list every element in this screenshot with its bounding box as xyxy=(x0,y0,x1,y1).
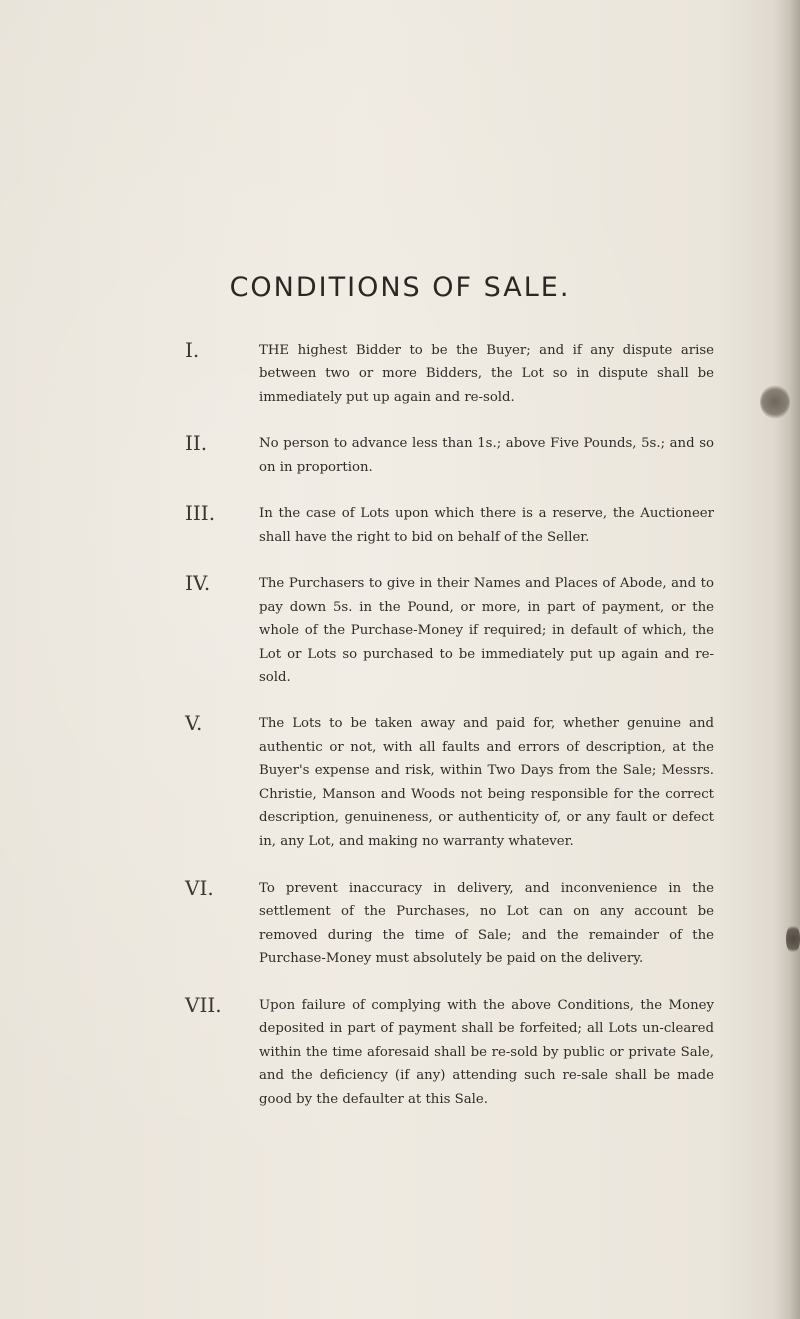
condition-text: Upon failure of complying with the above Conditions, the Money deposited in part of payment shall be forfeited; all Lots un-cleared within the time aforesaid shall be re-sold by public or private Sale, and the deficiency (if any) attending such re-sale shall be made good by the defaulter at this Sale. xyxy=(259,997,714,1107)
condition-numeral: IV. xyxy=(185,571,211,596)
condition-text: To prevent inaccuracy in delivery, and inconvenience in the settlement of the Purchases, no Lot can on any account be removed during the time of Sale; and the remainder of the Purchase-Money must absolutely be paid on the delivery. xyxy=(259,880,714,967)
condition-numeral: V. xyxy=(185,711,203,736)
condition-text: In the case of Lots upon which there is a reserve, the Auctioneer shall have the right to bid on behalf of the Seller. xyxy=(259,506,714,545)
condition-numeral: VI. xyxy=(185,875,214,900)
condition-text: THE highest Bidder to be the Buyer; and if any dispute arise between two or more Bidders, the Lot so in dispute shall be immediately put up again and re-sold. xyxy=(259,343,714,405)
condition-numeral: III. xyxy=(185,501,216,526)
page-edge-shadow xyxy=(774,0,800,1319)
condition-text: No person to advance less than 1s.; above Five Pounds, 5s.; and so on in proportion. xyxy=(259,436,714,475)
page-title: CONDITIONS OF SALE. xyxy=(229,272,571,303)
condition-text: The Purchasers to give in their Names and Places of Abode, and to pay down 5s. in the Pound, or more, in part of payment, or the whole of the Purchase-Money if required; in default of which, the Lot or Lots so purchased to be immediately put up again and re-sold. xyxy=(259,576,714,686)
condition-numeral: VII. xyxy=(185,992,222,1017)
condition-text: The Lots to be taken away and paid for, whether genuine and authentic or not, with all faults and errors of description, at the Buyer's expense and risk, within Two Days from the Sale; Messrs. Christie, Manson and Woods not being responsible for the correct description, genuineness, or authenticity of, or any fault or defect in, any Lot, and making no warranty whatever. xyxy=(259,716,714,849)
condition-numeral: I. xyxy=(185,338,200,362)
condition-numeral: II. xyxy=(185,431,208,456)
